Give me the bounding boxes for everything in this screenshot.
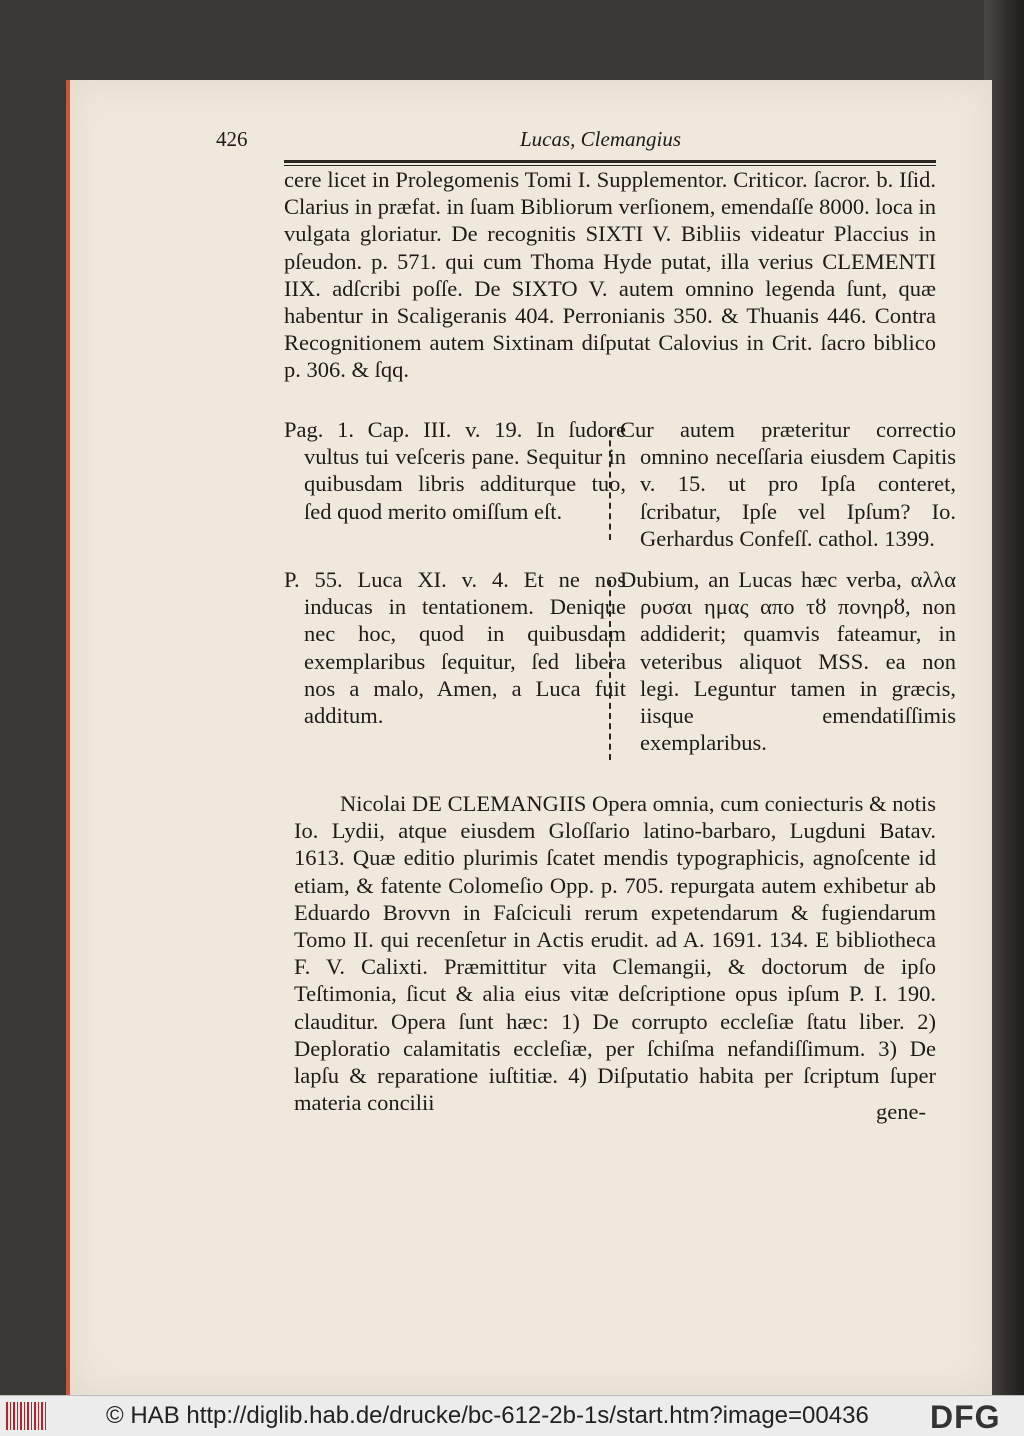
column-divider [609, 580, 611, 760]
page-number: 426 [216, 127, 248, 151]
note-left-2: P. 55. Luca XI. v. 4. Et ne nos inducas in tentationem. Denique nec hoc, quod in quibusdam exemplaribus ſequitur, ſed libera nos a malo, Amen, a Luca fuit additum. [284, 567, 626, 729]
viewer-footer [0, 1395, 1024, 1436]
page-header [216, 126, 936, 158]
barcode-icon [6, 1402, 46, 1430]
paragraph-intro: cere licet in Prolegomenis Tomi I. Supplementor. Criticor. ſacror. b. Iſid. Clarius in præfat. in ſuam Bibliorum verſionem, emendaſſe 8000. loca in vulgata gloriatur. De recognitis SIXTI V. Bibliis videatur Placcius in pſeudon. p. 571. qui cum Thoma Hyde putat, illa verius CLEMENTI IIX. adſcribi poſſe. De SIXTO V. autem omnino legenda ſunt, quæ habentur in Scaligeranis 404. Perronianis 350. & Thuanis 446. Contra Recognitionem autem Sixtinam diſputat Calovius in Crit. ſacro biblico p. 306. & ſqq. [284, 167, 936, 383]
note-right-2: Dubium, an Lucas hæc verba, αλλα ρυσαι ημας απο τȣ πονηρȣ, non addiderit; quamvis fateamur, in veteribus aliquot MSS. ea non legi. Leguntur tamen in græcis, iisque emendatiſſimis exemplaribus. [620, 567, 956, 756]
paragraph-clemangis: Nicolai DE CLEMANGIIS Opera omnia, cum coniecturis & notis Io. Lydii, atque eiusdem Gloſſario latino-barbaro, Lugduni Batav. 1613. Quæ editio plurimis ſcatet mendis typographicis, agnoſcente id etiam, & fatente Colomeſio Opp. p. 705. repurgata autem exhibetur ab Eduardo Brovvn in Faſciculi rerum expetendarum & fugiendarum Tomo II. qui recenſetur in Actis erudit. ad A. 1691. 134. E bibliotheca F. V. Calixti. Præmittitur vita Clemangii, & doctorum de ipſo Teſtimonia, ſicut & alia eius vitæ deſcriptione opus ipſum P. I. 190. clauditur. Opera ſunt hæc: 1) De corrupto eccleſiæ ſtatu liber. 2) Deploratio calamitatis eccleſiæ, per ſchiſma nefandiſſimum. 3) De lapſu & reparatione iuſtitiæ. 4) Diſputatio habita per ſcriptum ſuper materia concilii [294, 791, 936, 1116]
column-divider [609, 430, 611, 540]
note-left-1: Pag. 1. Cap. III. v. 19. In ſudore vultus tui veſceris pane. Sequitur in quibusdam libris additurque tuo, ſed quod merito omiſſum eſt. [284, 417, 626, 524]
copyright-link[interactable]: © HAB http://diglib.hab.de/drucke/bc-612-2b-1s/start.htm?image=00436 [106, 1402, 869, 1429]
catchword: gene- [876, 1099, 926, 1124]
running-head: Lucas, Clemangius [520, 127, 682, 151]
note-right-1: Cur autem præteritur correctio omnino neceſſaria eiusdem Capitis v. 15. ut pro Ipſa conteret, ſcribatur, Ipſe vel Ipſum? Io. Gerhardus Confeſſ. cathol. 1399. [620, 417, 956, 551]
dfg-logo: DFG [930, 1399, 1001, 1435]
